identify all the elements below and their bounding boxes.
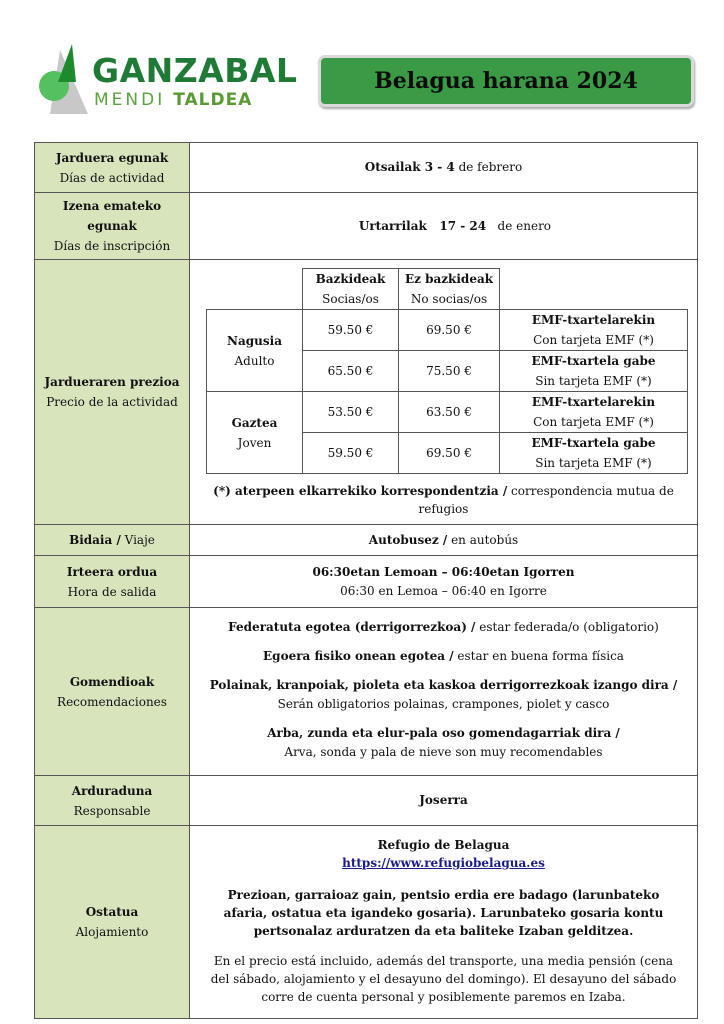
value-bold: Otsailak 3 - 4 [364, 160, 455, 174]
col-header-members [303, 269, 399, 310]
value-recommendations [190, 608, 698, 776]
label-es: Viaje [120, 533, 155, 547]
note-bold: (*) aterpeen elkarrekiko korrespondentzia / [213, 484, 508, 498]
value-bold: 06:30etan Lemoan – 06:40etan Igorren [312, 564, 575, 579]
group-eu: Gaztea [231, 415, 278, 430]
price-header-row [207, 269, 688, 310]
logo-subtitle [94, 92, 252, 109]
accommodation-text-es: En el precio está incluido, además del transporte, una media pensión (cena del sábado, alojamiento y el desayuno del domingo). El desayuno del sábado corre de cuenta personal y posiblemente paremos en Izaba. [210, 954, 677, 1004]
card-type [500, 351, 688, 392]
price-row [207, 310, 688, 351]
label-responsible [35, 776, 190, 826]
rec-bold: Polainak, kranpoiak, pioleta eta kaskoa derrigorrezkoak izango dira / [209, 677, 678, 692]
refuge-name: Refugio de Belagua [377, 838, 510, 852]
value-accommodation [190, 826, 698, 1019]
recommendation-item [190, 676, 697, 714]
label-price [35, 260, 190, 525]
logo-sub-right: TALDEA [173, 90, 253, 110]
value-regular: de febrero [454, 160, 523, 174]
recommendation-item [190, 724, 697, 762]
group-es: Adulto [234, 353, 275, 368]
col-es: Socias/os [322, 292, 379, 306]
label-eu: Bidaia / [69, 533, 121, 547]
price-cell: 75.50 € [399, 351, 500, 392]
row-recommendations [35, 608, 698, 776]
group-adult [207, 310, 303, 392]
price-cell: 69.50 € [399, 310, 500, 351]
card-eu: EMF-txartela gabe [531, 354, 656, 368]
rec-regular: Serán obligatorios polainas, crampones, piolet y casco [277, 696, 610, 711]
value-activity-days [190, 143, 698, 193]
value-regular: 06:30 en Lemoa – 06:40 en Igorre [340, 583, 547, 598]
value-regular: de enero [486, 218, 552, 233]
price-table [206, 268, 688, 474]
label-es: Hora de salida [67, 584, 157, 599]
row-activity-days [35, 143, 698, 193]
accommodation-text-eu: Prezioan, garraioaz gain, pentsio erdia ere badago (larunbateko afaria, ostatua eta igandeko gosaria). Larunbateko gosaria kontu pertsonalaz arduratzen da eta baliteke Izaban gelditzea. [223, 888, 664, 938]
col-eu: Bazkideak [315, 272, 386, 286]
card-eu: EMF-txartelarekin [531, 395, 656, 409]
value-departure [190, 556, 698, 608]
label-eu: Ostatua [85, 905, 139, 919]
refuge-website-link[interactable]: https://www.refugiobelagua.es [342, 856, 545, 870]
logo-name: GANZABAL [92, 51, 298, 90]
group-es: Joven [237, 435, 272, 450]
card-es: Sin tarjeta EMF (*) [535, 374, 652, 388]
price-footnote [190, 474, 697, 524]
card-es: Con tarjeta EMF (*) [533, 333, 654, 347]
page-title-banner [318, 55, 694, 107]
price-cell: 53.50 € [303, 392, 399, 433]
logo-sub-left: MENDI [94, 90, 166, 110]
value-price [190, 260, 698, 525]
responsible-name: Joserra [419, 793, 468, 807]
label-travel [35, 525, 190, 556]
value-responsible [190, 776, 698, 826]
card-type [500, 310, 688, 351]
label-registration-days [35, 193, 190, 260]
value-registration-days [190, 193, 698, 260]
price-cell: 59.50 € [303, 310, 399, 351]
price-cell: 63.50 € [399, 392, 500, 433]
rec-bold: Egoera fisiko onean egotea / [263, 648, 454, 663]
value-bold: Urtarrilak 17 - 24 [358, 218, 487, 233]
label-eu: Izena emateko egunak [62, 199, 162, 233]
col-header-non-members [399, 269, 500, 310]
label-es: Días de inscripción [53, 239, 171, 253]
activity-info-table [34, 142, 698, 1019]
label-es: Alojamiento [75, 925, 149, 939]
recommendation-item [190, 647, 697, 666]
rec-regular: Arva, sonda y pala de nieve son muy recomendables [284, 744, 603, 759]
page-title: Belagua harana 2024 [374, 68, 638, 94]
value-regular: en autobús [447, 532, 519, 547]
row-travel [35, 525, 698, 556]
card-es: Sin tarjeta EMF (*) [535, 456, 652, 470]
row-registration-days [35, 193, 698, 260]
value-travel [190, 525, 698, 556]
row-responsible [35, 776, 698, 826]
col-eu: Ez bazkideak [404, 272, 494, 286]
label-eu: Gomendioak [69, 674, 155, 689]
label-departure [35, 556, 190, 608]
rec-regular: estar en buena forma física [453, 648, 624, 663]
price-cell: 69.50 € [399, 433, 500, 474]
label-eu: Arduraduna [71, 783, 153, 798]
card-es: Con tarjeta EMF (*) [533, 415, 654, 429]
label-eu: Jardueraren prezioa [44, 375, 180, 389]
card-type [500, 433, 688, 474]
rec-bold: Federatuta egotea (derrigorrezkoa) / [228, 619, 476, 634]
row-departure [35, 556, 698, 608]
label-activity-days [35, 143, 190, 193]
group-eu: Nagusia [227, 333, 282, 348]
label-es: Recomendaciones [57, 694, 167, 709]
group-youth [207, 392, 303, 474]
price-row [207, 392, 688, 433]
recommendation-item [190, 618, 697, 637]
club-logo [38, 40, 298, 116]
note-regular: correspondencia mutua de refugios [418, 484, 674, 516]
label-es: Precio de la actividad [46, 395, 178, 409]
card-eu: EMF-txartela gabe [531, 436, 656, 450]
label-es: Responsable [73, 803, 151, 818]
mountain-logo-icon [38, 42, 92, 116]
label-recommendations [35, 608, 190, 776]
label-eu: Irteera ordua [66, 564, 158, 579]
card-eu: EMF-txartelarekin [531, 313, 656, 327]
rec-bold: Arba, zunda eta elur-pala oso gomendagarriak dira / [267, 725, 620, 740]
label-accommodation [35, 826, 190, 1019]
price-cell: 59.50 € [303, 433, 399, 474]
rec-regular: estar federada/o (obligatorio) [475, 619, 659, 634]
card-type [500, 392, 688, 433]
value-bold: Autobusez / [368, 532, 448, 547]
price-cell: 65.50 € [303, 351, 399, 392]
col-es: No socias/os [410, 292, 488, 306]
row-price [35, 260, 698, 525]
label-eu: Jarduera egunak [55, 150, 169, 165]
label-es: Días de actividad [59, 170, 165, 185]
row-accommodation [35, 826, 698, 1019]
